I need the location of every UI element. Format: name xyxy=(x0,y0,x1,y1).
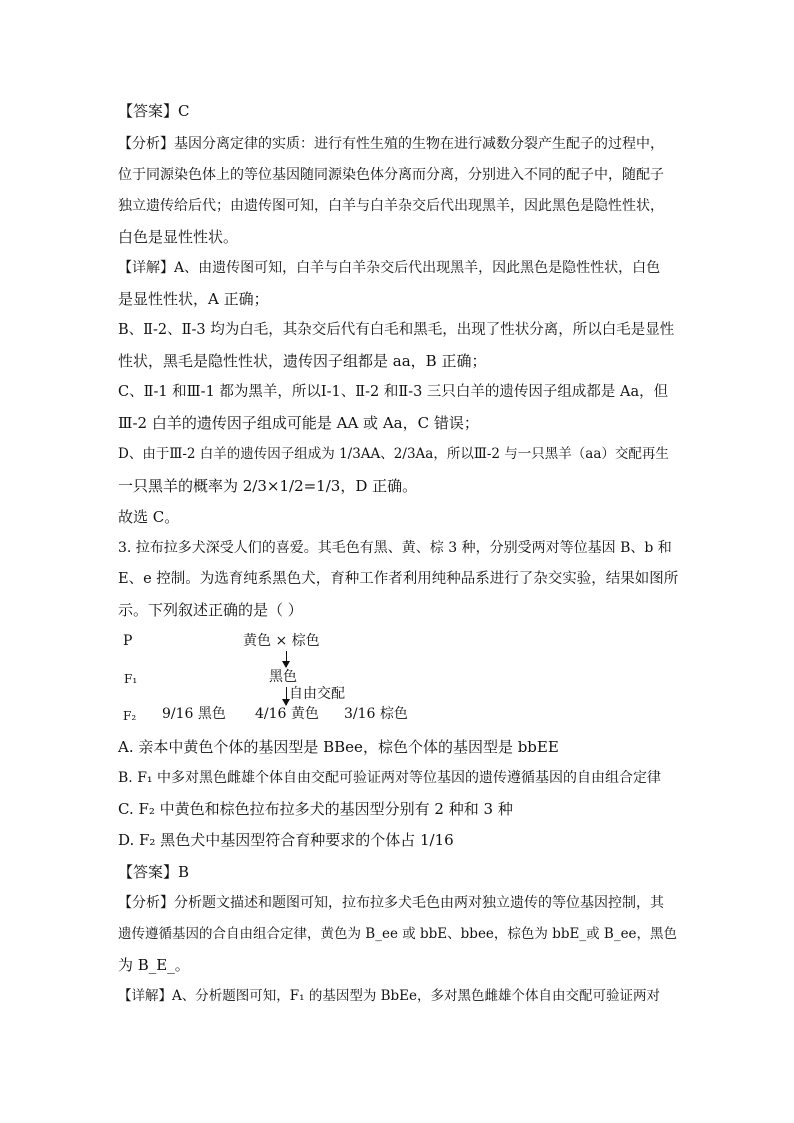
answer-line: 【答案】C xyxy=(118,102,190,120)
question-stem: 示。下列叙述正确的是（ ） xyxy=(118,601,303,619)
analysis-line: 白色是显性性状。 xyxy=(118,228,239,246)
analysis-line: 为 B_E_。 xyxy=(118,956,190,974)
f1-label: F₁ xyxy=(124,672,138,686)
p-label: P xyxy=(123,633,133,649)
conclusion-line: 故选 C。 xyxy=(118,508,180,526)
analysis-line: 独立遗传给后代；由遗传图可知，白羊与白羊杂交后代出现黑羊，因此黑色是隐性性状， xyxy=(118,198,664,214)
detail-line: 【详解】A、由遗传图可知，白羊与白羊杂交后代出现黑羊，因此黑色是隐性性状，白色 xyxy=(118,260,661,276)
detail-line: 性状，黑毛是隐性性状，遗传因子组都是 aa，B 正确； xyxy=(118,352,487,370)
question-stem: E、e 控制。为选育纯系黑色犬，育种工作者利用纯种品系进行了杂交实验，结果如图所 xyxy=(118,571,679,587)
analysis-line: 遗传遵循基因的合自由组合定律，黄色为 B_ee 或 bbE、bbee，棕色为 bbE_或 B_ee，黑色 xyxy=(118,926,678,942)
f2-black: 9/16 黑色 xyxy=(162,706,226,722)
f2-label: F₂ xyxy=(123,709,137,723)
detail-line: D、由于Ⅲ-2 白羊的遗传因子组成为 1/3AA、2/3Aa，所以Ⅲ-2 与一只黑羊（aa）交配再生 xyxy=(118,446,669,462)
arrow-down-icon xyxy=(286,687,287,705)
detail-line: C、Ⅱ-1 和Ⅲ-1 都为黑羊，所以Ⅰ-1、Ⅱ-2 和Ⅱ-3 三只白羊的遗传因子组成都是 Aa，但 xyxy=(118,384,669,400)
detail-line: Ⅲ-2 白羊的遗传因子组成可能是 AA 或 Aa，C 错误； xyxy=(118,414,479,432)
option-b: B. F₁ 中多对黑色雌雄个体自由交配可验证两对等位基因的遗传遵循基因的自由组合定律 xyxy=(118,770,661,786)
p-cross: 黄色 × 棕色 xyxy=(243,633,320,649)
f1-phenotype: 黑色 xyxy=(269,669,297,685)
detail-line: 【详解】A、分析题图可知，F₁ 的基因型为 BbEe，多对黑色雌雄个体自由交配可验证两对 xyxy=(118,988,661,1004)
analysis-line: 【分析】分析题文描述和题图可知，拉布拉多犬毛色由两对独立遗传的等位基因控制，其 xyxy=(118,895,664,911)
f2-yellow: 4/16 黄色 xyxy=(255,706,319,722)
detail-line: 一只黑羊的概率为 2/3×1/2=1/3，D 正确。 xyxy=(118,477,418,495)
option-d: D. F₂ 黑色犬中基因型符合育种要求的个体占 1/16 xyxy=(118,831,454,849)
option-a: A. 亲本中黄色个体的基因型是 BBee，棕色个体的基因型是 bbEE xyxy=(118,738,559,756)
question-stem: 3. 拉布拉多犬深受人们的喜爱。其毛色有黑、黄、棕 3 种，分别受两对等位基因 B、b 和 xyxy=(118,540,672,556)
answer-line: 【答案】B xyxy=(118,863,190,881)
detail-line: 是显性性状，A 正确； xyxy=(118,290,269,308)
analysis-line: 【分析】基因分离定律的实质：进行有性生殖的生物在进行减数分裂产生配子的过程中， xyxy=(118,136,664,152)
option-c: C. F₂ 中黄色和棕色拉布拉多犬的基因型分别有 2 种和 3 种 xyxy=(118,800,513,818)
arrow-down-icon xyxy=(286,651,287,667)
detail-line: B、Ⅱ-2、Ⅱ-3 均为白毛，其杂交后代有白毛和黑毛，出现了性状分离，所以白毛是显性 xyxy=(118,322,675,338)
f2-brown: 3/16 棕色 xyxy=(344,706,408,722)
mating-label: 自由交配 xyxy=(289,686,345,702)
analysis-line: 位于同源染色体上的等位基因随同源染色体分离而分离，分别进入不同的配子中，随配子 xyxy=(118,167,664,183)
